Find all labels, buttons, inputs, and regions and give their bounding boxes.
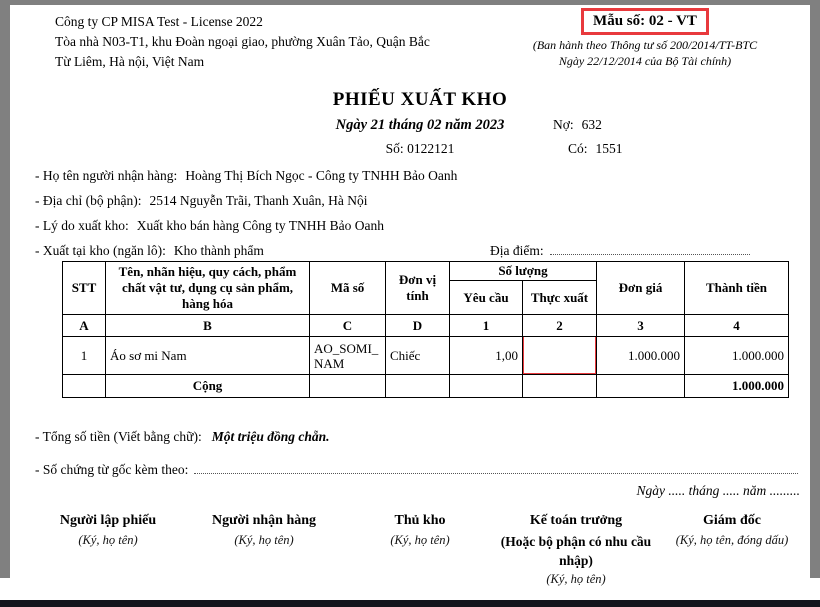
total-empty-qty-requested [450,375,523,398]
col-header-stt: STT [63,262,106,315]
signature-date-placeholder: Ngày ..... tháng ..... năm ......... [636,483,800,498]
item-stt: 1 [63,337,106,375]
signature-note: (Ký, họ tên) [78,533,138,547]
signature-title: Giám đốc [703,513,761,528]
reason-label: - Lý do xuất kho: [35,218,129,233]
info-line-address [35,188,800,213]
col-header-name: Tên, nhãn hiệu, quy cách, phẩm chất vật tư, dụng cụ sản phẩm, hàng hóa [106,262,310,315]
warehouse-label: - Xuất tại kho (ngăn lô): [35,243,166,258]
item-row [63,337,789,375]
item-name: Áo sơ mi Nam [106,337,310,375]
total-in-words-label: - Tổng số tiền (Viết bằng chữ): [35,429,202,444]
signature-note: (Ký, họ tên) [390,533,450,547]
total-in-words-value: Một triệu đồng chẵn. [211,429,330,444]
letter-2: 2 [523,315,597,337]
col-header-qty-actual: Thực xuất [523,281,597,315]
total-amount: 1.000.000 [685,375,789,398]
item-unit-price: 1.000.000 [597,337,685,375]
document-title: PHIẾU XUẤT KHO [332,89,508,110]
issued-under-note [500,37,790,69]
issued-line2: Ngày 22/12/2014 của Bộ Tài chính) [558,54,732,68]
info-line-warehouse [35,238,800,263]
letter-4: 4 [685,315,789,337]
col-header-quantity-group: Số lượng [450,262,597,281]
attached-documents-blank-line [194,457,798,474]
credit-account [568,141,623,157]
company-address-line1: Tòa nhà N03-T1, khu Đoàn ngoại giao, phường Xuân Tảo, Quận Bắc [55,34,430,49]
info-line-receiver [35,163,800,188]
table-letters-row [63,315,789,337]
receiver-value: Hoàng Thị Bích Ngọc - Công ty TNHH Bảo Oanh [185,168,458,183]
total-empty-stt [63,375,106,398]
debit-account [553,117,602,133]
signature-col-receiver [186,511,342,589]
item-unit: Chiếc [386,337,450,375]
signature-title: Kế toán trưởng [529,513,623,528]
credit-label: Có: [568,141,588,156]
company-header [55,12,430,72]
col-header-qty-requested: Yêu cầu [450,281,523,315]
warehouse-value: Kho thành phẩm [173,243,264,258]
issued-line1: (Ban hành theo Thông tư số 200/2014/TT-BTC [532,38,758,52]
total-row [63,375,789,398]
letter-b: B [106,315,310,337]
signature-title: Người lập phiếu [59,513,157,528]
item-amount: 1.000.000 [685,337,789,375]
item-qty-requested: 1,00 [450,337,523,375]
document-number-value: 0122121 [407,141,455,156]
info-section [35,163,800,263]
letter-3: 3 [597,315,685,337]
company-name: Công ty CP MISA Test - License 2022 [55,14,263,29]
debit-label: Nợ: [553,117,574,132]
items-table [62,261,789,398]
attached-documents-label: - Số chứng từ gốc kèm theo: [35,462,189,477]
address-label: - Địa chỉ (bộ phận): [35,193,142,208]
signature-section [30,511,810,589]
location-label: Địa điểm: [490,243,544,258]
document-number-label: Số: [385,141,404,156]
credit-value: 1551 [595,141,623,156]
signature-note: (Ký, họ tên, đóng dấu) [675,533,789,547]
signature-subtitle: (Hoặc bộ phận có nhu cầu nhập) [500,534,652,568]
col-header-code: Mã số [310,262,386,315]
letter-c: C [310,315,386,337]
reason-value: Xuất kho bán hàng Công ty TNHH Bảo Oanh [136,218,384,233]
item-qty-actual [523,337,597,375]
document-date-row [10,117,820,134]
debit-value: 632 [581,117,602,132]
signature-col-director [654,511,810,589]
attached-documents-line [35,457,798,478]
document-number-row [10,141,820,157]
col-header-amount: Thành tiền [685,262,789,315]
table-header-row [63,262,789,281]
form-number-badge: Mẫu số: 02 - VT [581,8,709,35]
total-empty-unit [386,375,450,398]
info-line-reason [35,213,800,238]
total-in-words-line [35,429,330,445]
receiver-label: - Họ tên người nhận hàng: [35,168,178,183]
signature-note: (Ký, họ tên) [234,533,294,547]
total-empty-code [310,375,386,398]
total-empty-unit-price [597,375,685,398]
signature-col-preparer [30,511,186,589]
signature-col-storekeeper [342,511,498,589]
address-value: 2514 Nguyễn Trãi, Thanh Xuân, Hà Nội [149,193,368,208]
signature-title: Người nhận hàng [211,513,317,528]
letter-1: 1 [450,315,523,337]
col-header-unit: Đơn vị tính [386,262,450,315]
signature-title: Thủ kho [394,513,446,528]
total-empty-qty-actual [523,375,597,398]
signature-col-chief-accountant [498,511,654,589]
location-blank-line [550,238,750,255]
viewer-frame-right [810,0,820,578]
document-date: Ngày 21 tháng 02 năm 2023 [335,117,505,133]
item-code: AO_SOMI_NAM [310,337,386,375]
total-label: Cộng [106,375,310,398]
letter-a: A [63,315,106,337]
location-field [490,238,790,263]
document-page [10,5,810,600]
window-bottom-edge [0,600,820,607]
viewer-frame-left [0,0,10,578]
letter-d: D [386,315,450,337]
company-address-line2: Từ Liêm, Hà nội, Việt Nam [55,54,205,69]
highlight-box-qty-actual [523,337,597,375]
col-header-unit-price: Đơn giá [597,262,685,315]
signature-note: (Ký, họ tên) [546,572,606,586]
form-number-block [500,8,790,69]
